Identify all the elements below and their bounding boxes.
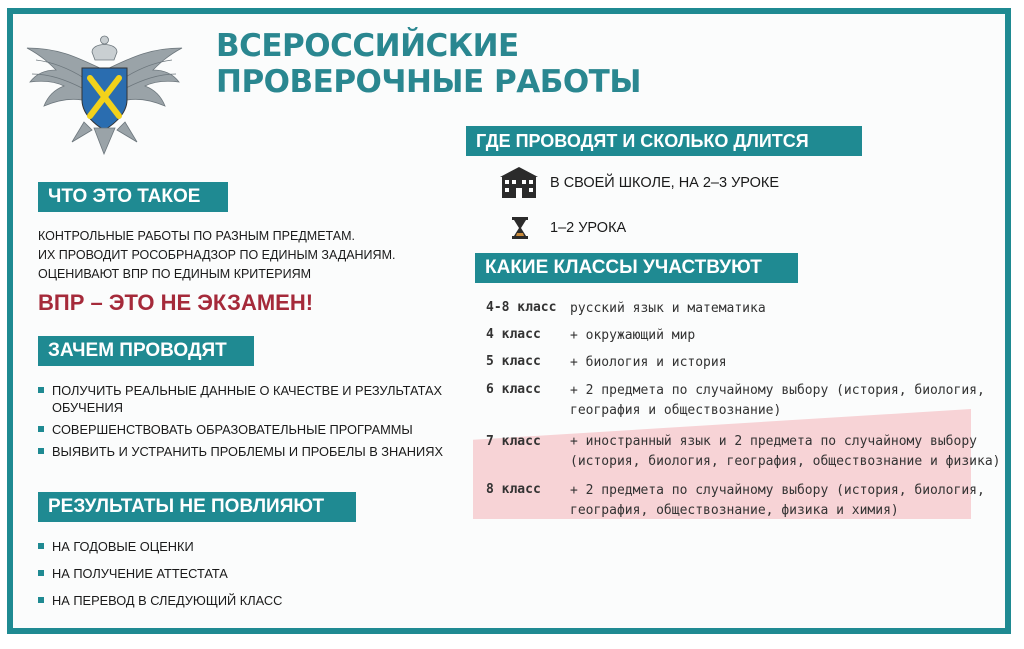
why-item-line: ПОЛУЧИТЬ РЕАЛЬНЫЕ ДАННЫЕ О КАЧЕСТВЕ И РЕЗУЛЬТАТАХ bbox=[52, 383, 443, 398]
subject-line: русский язык и математика bbox=[570, 301, 766, 316]
where-heading: ГДЕ ПРОВОДЯТ И СКОЛЬКО ДЛИТСЯ bbox=[466, 126, 862, 156]
title-line-1: ВСЕРОССИЙСКИЕ bbox=[216, 28, 519, 64]
what-line: КОНТРОЛЬНЫЕ РАБОТЫ ПО РАЗНЫМ ПРЕДМЕТАМ. bbox=[38, 229, 356, 243]
grade-label: 4 класс bbox=[486, 327, 541, 342]
grade-label: 6 класс bbox=[486, 382, 541, 397]
subject-line: география, обществознание, физика и химия) bbox=[570, 503, 899, 518]
subjects bbox=[570, 481, 985, 521]
subject-line: (история, биология, география, обществознание и физика) bbox=[570, 454, 1001, 469]
results-list bbox=[38, 538, 282, 619]
what-description bbox=[38, 227, 395, 284]
what-line: ИХ ПРОВОДИТ РОСОБРНАДЗОР ПО ЕДИНЫМ ЗАДАНИЯМ. bbox=[38, 248, 396, 262]
grade-label: 7 класс bbox=[486, 434, 541, 449]
subject-line: + биология и история bbox=[570, 355, 727, 370]
hourglass-icon bbox=[512, 217, 528, 239]
where-school-row bbox=[500, 166, 779, 200]
subjects bbox=[570, 432, 1000, 472]
subject-line: + иностранный язык и 2 предмета по случайному выбору bbox=[570, 434, 977, 449]
why-item-line: ОБУЧЕНИЯ bbox=[52, 400, 123, 415]
what-heading: ЧТО ЭТО ТАКОЕ bbox=[38, 182, 228, 212]
why-heading: ЗАЧЕМ ПРОВОДЯТ bbox=[38, 336, 254, 366]
why-item: СОВЕРШЕНСТВОВАТЬ ОБРАЗОВАТЕЛЬНЫЕ ПРОГРАММЫ bbox=[38, 421, 462, 438]
subject-line: + 2 предмета по случайному выбору (история, биология, bbox=[570, 483, 985, 498]
subject-line: география и обществознание) bbox=[570, 403, 782, 418]
what-line: ОЦЕНИВАЮТ ВПР ПО ЕДИНЫМ КРИТЕРИЯМ bbox=[38, 267, 312, 281]
title-line-2: ПРОВЕРОЧНЫЕ РАБОТЫ bbox=[216, 64, 641, 100]
duration-text: 1–2 УРОКА bbox=[550, 220, 627, 236]
subject-line: + 2 предмета по случайному выбору (история, биология, bbox=[570, 383, 985, 398]
results-item: НА ПЕРЕВОД В СЛЕДУЮЩИЙ КЛАСС bbox=[38, 592, 282, 610]
page-title bbox=[216, 28, 641, 100]
grade-label: 4-8 класс bbox=[486, 300, 557, 315]
where-duration-row bbox=[512, 217, 626, 239]
results-item: НА ПОЛУЧЕНИЕ АТТЕСТАТА bbox=[38, 565, 282, 583]
school-text: В СВОЕЙ ШКОЛЕ, НА 2–3 УРОКЕ bbox=[550, 175, 780, 191]
school-building-icon bbox=[500, 166, 538, 200]
why-item bbox=[38, 382, 462, 416]
grade-label: 5 класс bbox=[486, 354, 541, 369]
why-item: ВЫЯВИТЬ И УСТРАНИТЬ ПРОБЛЕМЫ И ПРОБЕЛЫ В ЗНАНИЯХ bbox=[38, 443, 462, 460]
not-exam-statement: ВПР – ЭТО НЕ ЭКЗАМЕН! bbox=[38, 290, 314, 315]
subjects bbox=[570, 381, 985, 421]
subjects bbox=[570, 299, 766, 319]
why-list bbox=[38, 382, 462, 465]
subjects bbox=[570, 326, 695, 346]
grade-label: 8 класс bbox=[486, 482, 541, 497]
results-heading: РЕЗУЛЬТАТЫ НЕ ПОВЛИЯЮТ bbox=[38, 492, 356, 522]
results-item: НА ГОДОВЫЕ ОЦЕНКИ bbox=[38, 538, 282, 556]
subjects bbox=[570, 353, 727, 373]
rosobrnadzor-eagle-emblem-icon bbox=[22, 30, 187, 155]
classes-heading: КАКИЕ КЛАССЫ УЧАСТВУЮТ bbox=[475, 253, 798, 283]
subject-line: + окружающий мир bbox=[570, 328, 696, 343]
